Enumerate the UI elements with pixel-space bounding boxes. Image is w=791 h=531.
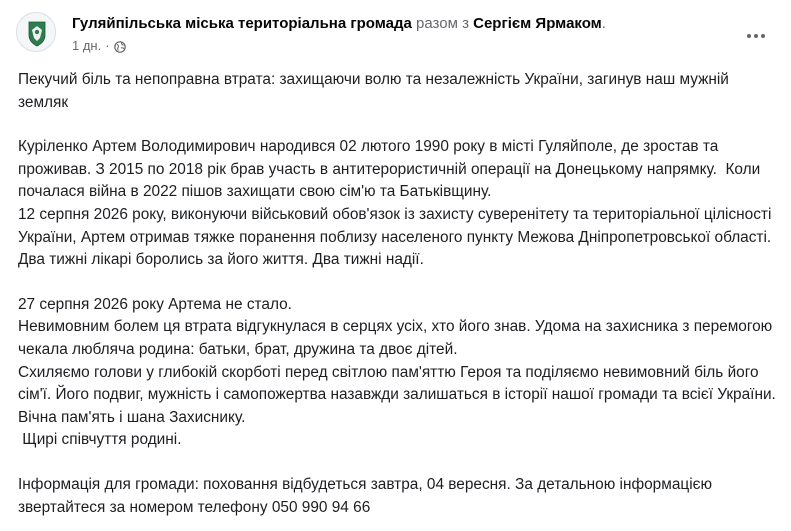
page-name-link[interactable]: Гуляйпільська міська територіальна громада — [72, 15, 412, 32]
post-timestamp[interactable]: 1 дн. — [72, 38, 102, 53]
post-paragraph: Вічна пам'ять і шана Захиснику. — [18, 408, 246, 426]
page-avatar[interactable] — [16, 12, 56, 52]
post-meta — [72, 37, 126, 55]
paragraph-gap — [18, 452, 778, 474]
post-paragraph: Щирі співчуття родині. — [18, 431, 182, 449]
post-paragraph: Невимовним болем ця втрата відгукнулася в серцях усіх, хто його знав. Удома на захисника з перемогою чекала люблячa родина: батьки, брат, дружина та двоє дітей. — [18, 318, 777, 358]
post-paragraph: Два тижні лікарі боролись за його життя. Два тижні надії. — [18, 251, 424, 269]
post-body — [18, 69, 778, 519]
paragraph-gap — [18, 272, 778, 294]
post-paragraph: 27 серпня 2026 року Артема не стало. — [18, 295, 292, 313]
with-text: разом з — [416, 15, 469, 32]
paragraph-gap — [18, 114, 778, 136]
post-paragraph: 12 серпня 2026 року, виконуючи військовий обов'язок із захисту суверенітету та територіальної цілісності України, Артем отримав тяжке поранення поблизу населеного пункту Межова Дніпропетровської області. — [18, 205, 776, 246]
post-paragraph: Куріленко Артем Володимирович народився 02 лютого 1990 року в місті Гуляйполе, де зростав та проживав. З 2015 по 2018 рік брав участь в антитерористичній операції на Донецькому напрямку. Коли почалася війна в 2022 пішов захищати свою сім'ю та Батьківщину. — [18, 138, 765, 201]
post-paragraph: Пекучий біль та непоправна втрата: захищаючи волю та незалежність України, загинув наш мужній земляк — [18, 71, 734, 111]
partner-name-link[interactable]: Сергієм Ярмаком — [473, 15, 602, 32]
more-horizontal-icon — [747, 34, 751, 38]
post-paragraph: Схиляємо голови у глибокій скорботі перед світлою пам'яттю Героя та поділяємо невимовний біль його сім'ї. Його подвиг, мужність і самопожертва назавжди залишаться в історії нашої громади та всієї України. — [18, 363, 776, 404]
coat-of-arms-icon — [17, 13, 56, 52]
post-paragraph: Інформація для громади: поховання відбудеться завтра, 04 вересня. За детальною інформацією звертайтеся за номером телефону 050 990 94 66 — [18, 475, 717, 516]
meta-separator: · — [105, 38, 110, 53]
more-dot — [754, 34, 758, 38]
globe-icon[interactable] — [114, 40, 126, 52]
more-dot — [761, 34, 765, 38]
post-title — [72, 14, 606, 34]
title-period: . — [601, 15, 606, 32]
post-header — [0, 0, 791, 70]
post-options-button[interactable] — [738, 18, 774, 54]
